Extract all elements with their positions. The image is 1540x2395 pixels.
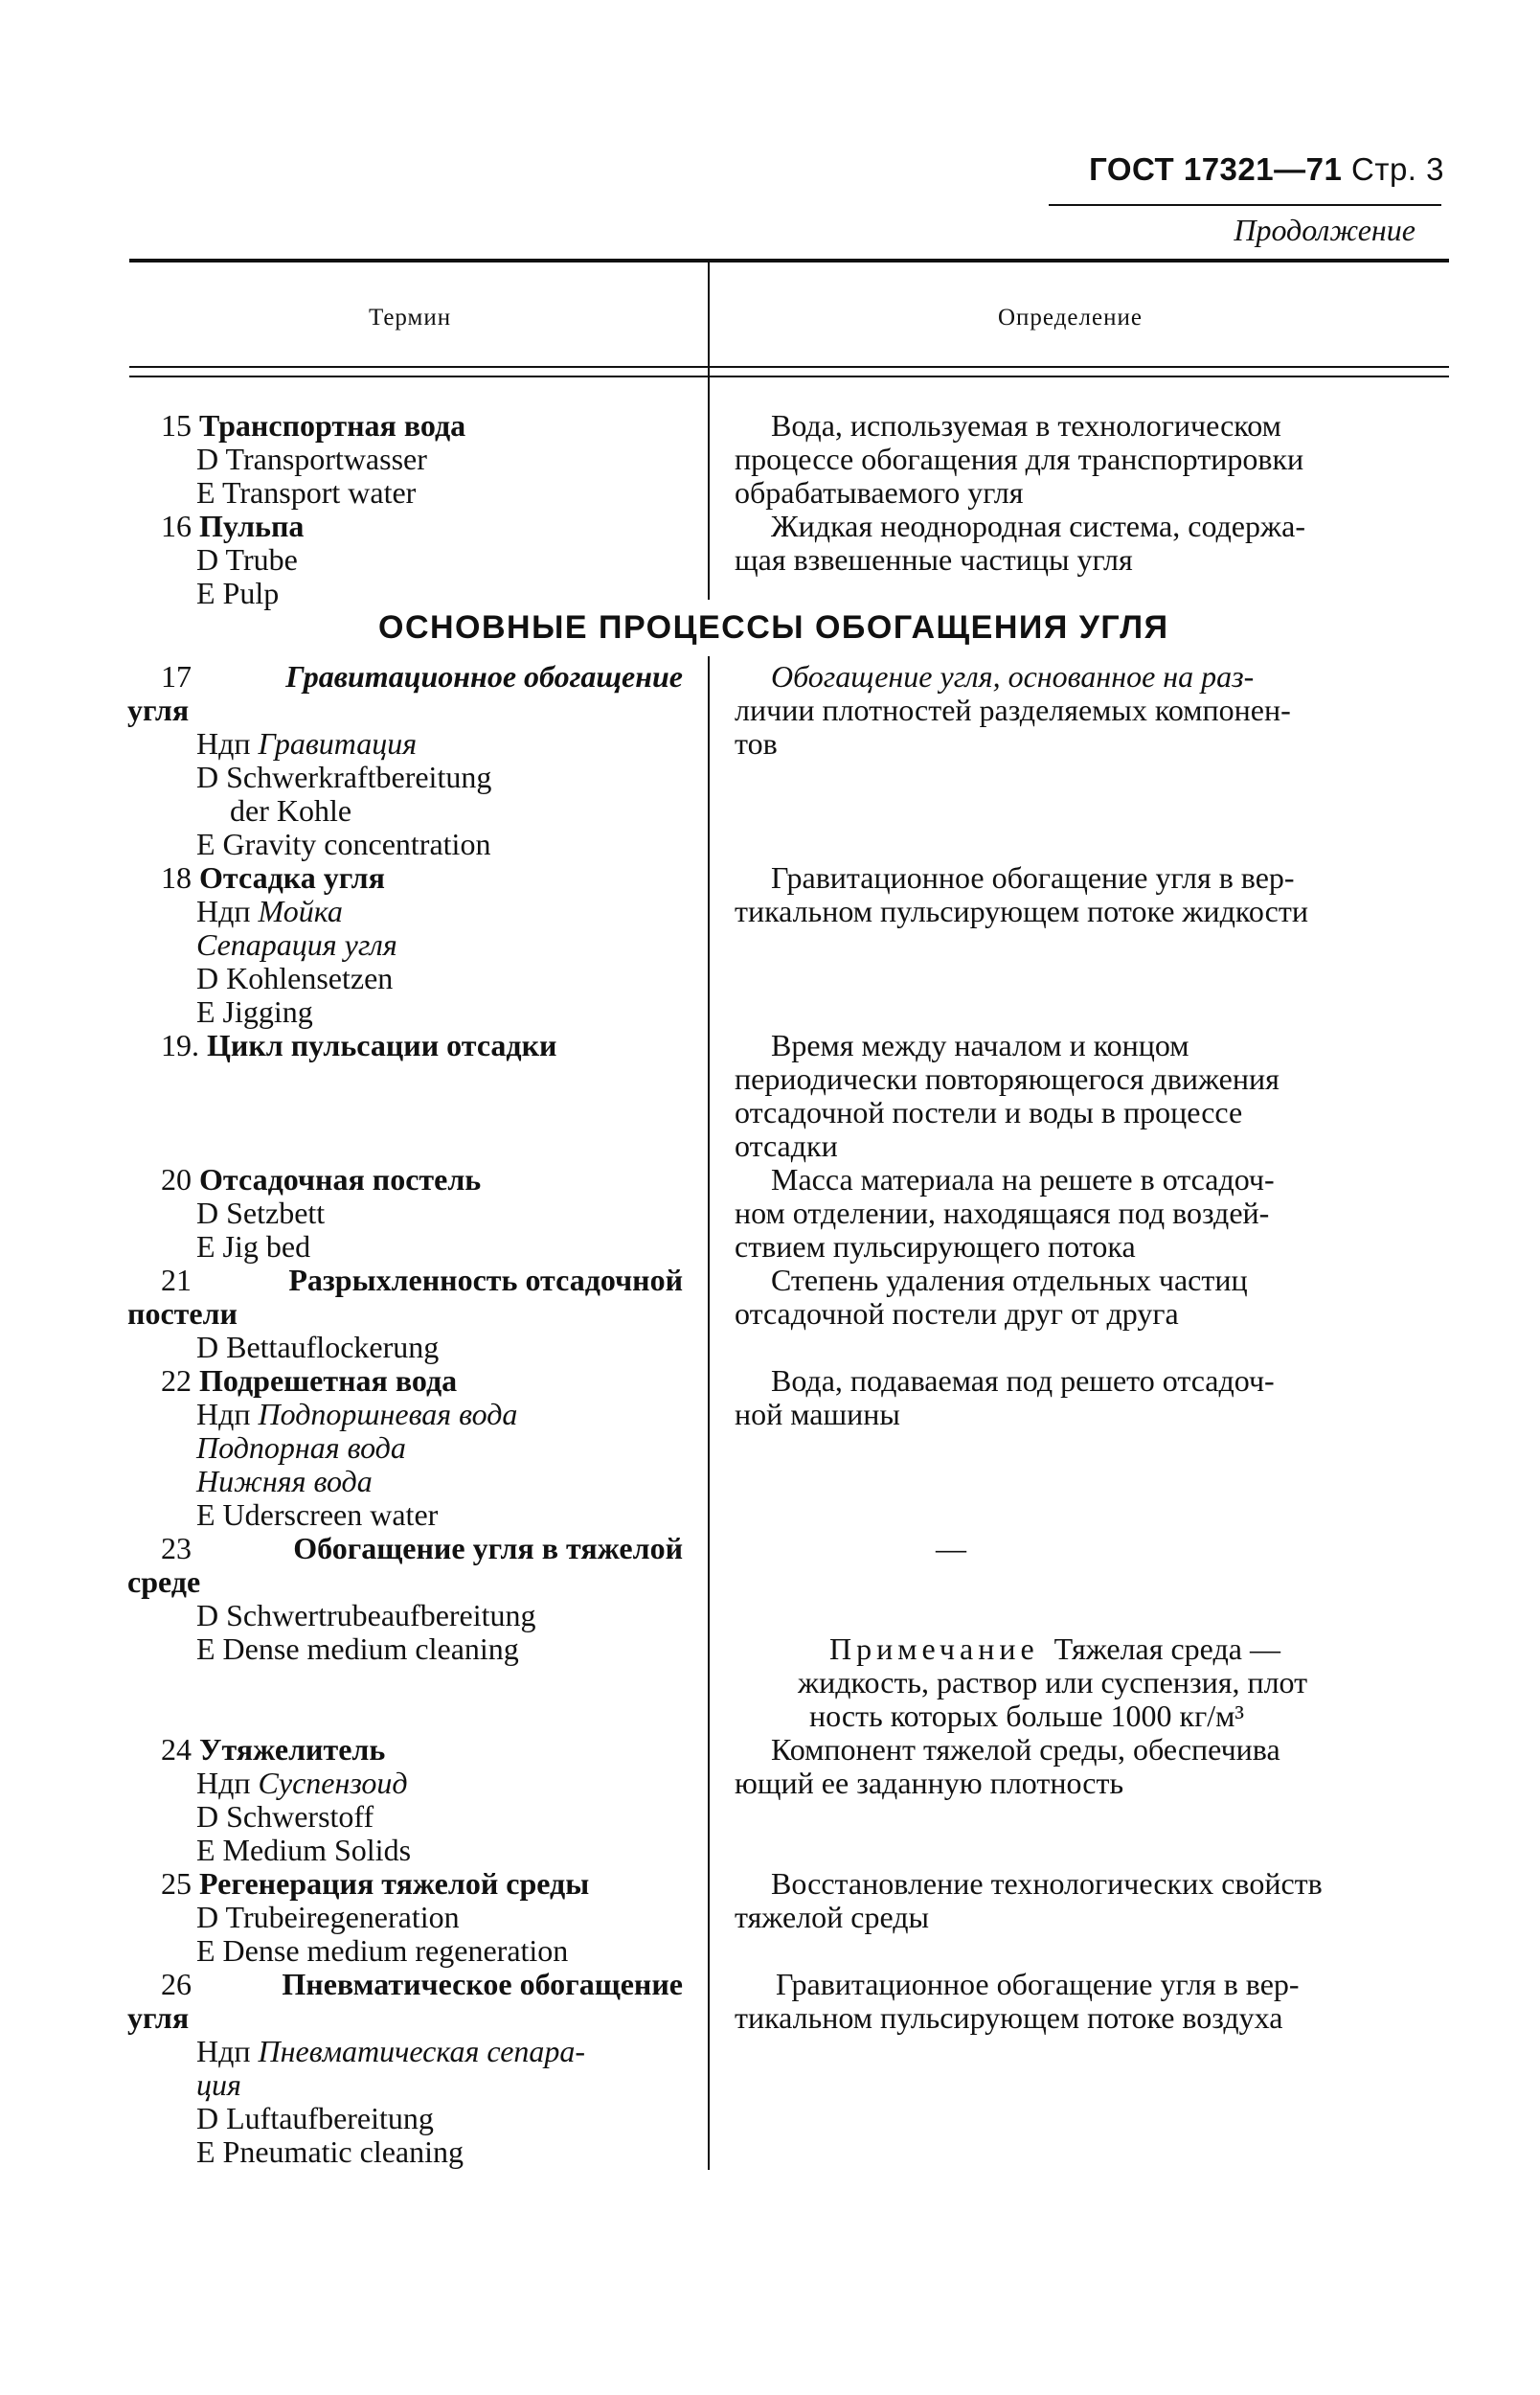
term-26-german: D Luftaufbereitung	[196, 2101, 434, 2135]
page-number: Стр. 3	[1351, 151, 1444, 187]
term-19-definition-line: периодически повторяющегося движения	[735, 1061, 1280, 1096]
term-17-title: 17 Гравитационное обогащение	[161, 659, 683, 694]
term-26-ndp: Ндп Пневматическая сепара-	[196, 2034, 586, 2068]
column-header-term: Термин	[369, 305, 452, 331]
term-22-definition-line: Вода, подаваемая под решето отсадоч-	[771, 1363, 1275, 1398]
table-header-rule	[129, 366, 1449, 368]
term-18-definition-line: тикальном пульсирующем потоке жидкости	[735, 894, 1308, 928]
term-23-note-line: ность которых больше 1000 кг/м³	[809, 1699, 1244, 1733]
term-17-german: D Schwerkraftbereitung	[196, 760, 492, 794]
note-label: Примечание	[829, 1631, 1039, 1666]
term-19-definition-line: отсадки	[735, 1129, 838, 1163]
term-24-definition-line: ющий ее заданную плотность	[735, 1766, 1124, 1800]
term-18-german: D Kohlensetzen	[196, 961, 394, 995]
term-23-title: 23 Обогащение угля в тяжелой	[161, 1531, 683, 1565]
term-20-definition-line: Масса материала на решете в отсадоч-	[771, 1162, 1275, 1197]
term-18-title: 18 Отсадка угля	[161, 860, 385, 895]
term-25-english: E Dense medium regeneration	[196, 1933, 569, 1968]
term-19-definition-line: отсадочной постели и воды в процессе	[735, 1095, 1243, 1129]
term-22-definition-line: ной машины	[735, 1397, 900, 1431]
term-25-title: 25 Регенерация тяжелой среды	[161, 1866, 590, 1901]
term-22-ndp-cont: Нижняя вода	[196, 1464, 373, 1498]
column-header-definition: Определение	[998, 305, 1143, 331]
column-divider	[708, 262, 710, 600]
term-15-definition-line: обрабатываемого угля	[735, 475, 1024, 510]
term-17-title-cont: угля	[127, 693, 190, 727]
term-18-ndp: Ндп Мойка	[196, 894, 343, 928]
section-title: ОСНОВНЫЕ ПРОЦЕССЫ ОБОГАЩЕНИЯ УГЛЯ	[378, 609, 1169, 646]
term-23-definition-dash: —	[936, 1531, 966, 1565]
term-25-definition-line: Восстановление технологических свойств	[771, 1866, 1323, 1901]
term-15-definition-line: Вода, используемая в технологическом	[771, 408, 1281, 443]
term-15-definition-line: процессе обогащения для транспортировки	[735, 442, 1304, 476]
term-17-german-cont: der Kohle	[230, 793, 352, 828]
term-17-definition-line: личии плотностей разделяемых компонен-	[735, 693, 1291, 727]
term-16-title: 16 Пульпа	[161, 509, 305, 543]
term-16-definition-line: Жидкая неоднородная система, содержа-	[771, 509, 1305, 543]
header-rule	[1049, 204, 1441, 206]
term-22-english: E Uderscreen water	[196, 1497, 439, 1532]
table-header-rule	[129, 376, 1449, 377]
term-21-title: 21 Разрыхленность отсадочной	[161, 1263, 683, 1297]
table-top-rule	[129, 259, 1449, 262]
term-26-ndp-cont: ция	[196, 2067, 241, 2102]
term-21-german: D Bettauflockerung	[196, 1330, 440, 1364]
term-26-title: 26 Пневматическое обогащение	[161, 1967, 683, 2001]
term-23-english: E Dense medium cleaning	[196, 1631, 519, 1666]
term-24-english: E Medium Solids	[196, 1833, 412, 1867]
standard-header	[1089, 151, 1444, 188]
term-26-definition-line: тикальном пульсирующем потоке воздуха	[735, 2000, 1283, 2035]
term-15-english: E Transport water	[196, 475, 417, 510]
term-24-definition-line: Компонент тяжелой среды, обеспечива	[771, 1732, 1280, 1767]
term-17-definition-line: Обогащение угля, основанное на раз-	[771, 659, 1255, 694]
term-22-ndp-cont: Подпорная вода	[196, 1430, 406, 1465]
term-23-note-line: жидкость, раствор или суспензия, плот	[798, 1665, 1308, 1699]
term-21-definition-line: отсадочной постели друг от друга	[735, 1296, 1179, 1331]
term-26-definition-line: Гравитационное обогащение угля в вер-	[776, 1967, 1300, 2001]
term-16-definition-line: щая взвешенные частицы угля	[735, 542, 1133, 577]
term-17-ndp: Ндп Гравитация	[196, 726, 418, 761]
term-22-title: 22 Подрешетная вода	[161, 1363, 458, 1398]
term-26-title-cont: угля	[127, 2000, 190, 2035]
standard-number: ГОСТ 17321—71	[1089, 151, 1343, 187]
term-23-german: D Schwertrubeaufbereitung	[196, 1598, 536, 1632]
term-24-german: D Schwerstoff	[196, 1799, 374, 1834]
term-24-ndp: Ндп Суспензоид	[196, 1766, 408, 1800]
term-16-german: D Trube	[196, 542, 298, 577]
term-17-english: E Gravity concentration	[196, 827, 491, 861]
term-18-definition-line: Гравитационное обогащение угля в вер-	[771, 860, 1295, 895]
term-19-title: 19. Цикл пульсации отсадки	[161, 1028, 557, 1062]
term-21-definition-line: Степень удаления отдельных частиц	[771, 1263, 1248, 1297]
term-19-definition-line: Время между началом и концом	[771, 1028, 1189, 1062]
term-22-ndp: Ндп Подпоршневая вода	[196, 1397, 518, 1431]
term-23-title-cont: среде	[127, 1564, 201, 1599]
term-20-german: D Setzbett	[196, 1196, 326, 1230]
term-24-title: 24 Утяжелитель	[161, 1732, 386, 1767]
term-23-note: Примечание Тяжелая среда —	[829, 1631, 1280, 1666]
term-26-english: E Pneumatic cleaning	[196, 2134, 464, 2169]
term-15-german: D Transportwasser	[196, 442, 427, 476]
term-15-title: 15 Транспортная вода	[161, 408, 466, 443]
term-25-definition-line: тяжелой среды	[735, 1900, 930, 1934]
term-21-title-cont: постели	[127, 1296, 238, 1331]
term-25-german: D Trubeiregeneration	[196, 1900, 460, 1934]
term-20-definition-line: ном отделении, находящаяся под воздей-	[735, 1196, 1270, 1230]
term-16-english: E Pulp	[196, 576, 280, 610]
term-18-english: E Jigging	[196, 994, 313, 1029]
term-17-definition-line: тов	[735, 726, 778, 761]
term-20-english: E Jig bed	[196, 1229, 311, 1264]
term-20-definition-line: ствием пульсирующего потока	[735, 1229, 1136, 1264]
column-divider	[708, 656, 710, 2170]
term-18-ndp-cont: Сепарация угля	[196, 927, 397, 962]
continuation-label: Продолжение	[1234, 213, 1415, 247]
term-20-title: 20 Отсадочная постель	[161, 1162, 482, 1197]
